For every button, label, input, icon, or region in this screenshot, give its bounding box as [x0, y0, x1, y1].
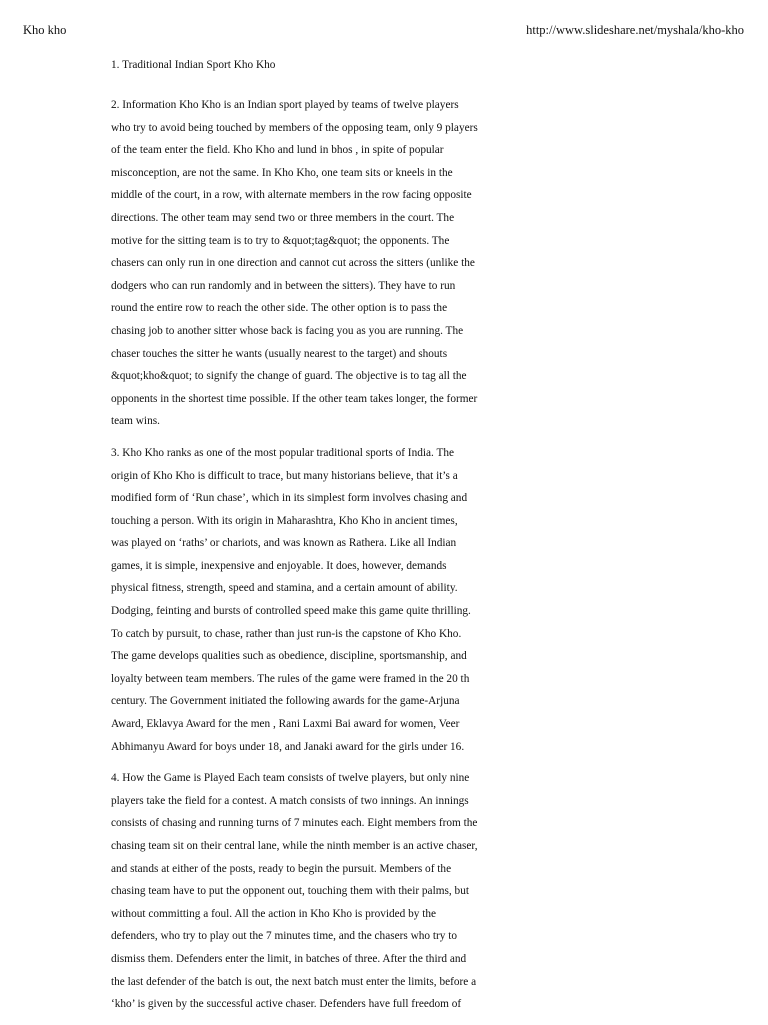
paragraph-heading: 1. Traditional Indian Sport Kho Kho: [111, 59, 276, 71]
page-header: [23, 22, 744, 40]
paragraph-how-played: 4. How the Game is Played Each team consists of twelve players, but only nine players take the field for a contest. A match consists of two innings. An innings consists of chasing and running turns of 7 minutes each. Eight members from the chasing team sit on their central lane, while the ninth member is an active chaser, and stands at either of the posts, ready to begin the pursuit. Members of the chasing team have to put the opponent out, touching them with their palms, but without committing a foul. All the action in Kho Kho is provided by the defenders, who try to play out the 7 minutes time, and the chasers who try to dismiss them. Defenders enter the limit, in batches of three. After the third and the last defender of the batch is out, the next batch must enter the limits, before a ‘kho’ is given by the successful active chaser. Defenders have full freedom of: [111, 772, 478, 1011]
paragraph-history: 3. Kho Kho ranks as one of the most popular traditional sports of India. The origin of Kho Kho is difficult to trace, but many historians believe, that it’s a modified form of ‘Run chase’, which in its simplest form involves chasing and touching a person. With its origin in Maharashtra, Kho Kho in ancient times, was played on ‘raths’ or chariots, and was known as Rathera. Like all Indian games, it is simple, inexpensive and enjoyable. It does, however, demands physical fitness, strength, speed and stamina, and a certain amount of ability. Dodging, feinting and bursts of controlled speed make this game quite thrilling. To catch by pursuit, to chase, rather than just run-is the capstone of Kho Kho. The game develops qualities such as obedience, discipline, sportsmanship, and loyalty between team members. The rules of the game were framed in the 20 th century. The Government initiated the following awards for the game-Arjuna Award, Eklavya Award for the men , Rani Laxmi Bai award for women, Veer Abhimanyu Award for boys under 18, and Janaki award for the girls under 16.: [111, 446, 471, 753]
source-url: http://www.slideshare.net/myshala/kho-kho: [526, 23, 744, 37]
document-body: [111, 59, 478, 1025]
document-title: Kho kho: [23, 23, 67, 37]
paragraph-information: 2. Information Kho Kho is an Indian sport played by teams of twelve players who try to avoid being touched by members of the opposing team, only 9 players of the team enter the field. Kho Kho and lund in bhos , in spite of popular misconception, are not the same. In Kho Kho, one team sits or kneels in the middle of the court, in a row, with alternate members in the row facing opposite directions. The other team may send two or three members in the court. The motive for the sitting team is to try to &quot;tag&quot; the opponents. The chasers can only run in one direction and cannot cut across the sitters (unlike the dodgers who can run randomly and in between the sitters). They have to run round the entire row to reach the other side. The other option is to pass the chasing job to another sitter whose back is facing you as you are running. The chaser touches the sitter he wants (usually nearest to the target) and shouts &quot;kho&quot; to signify the change of guard. The objective is to tag all the opponents in the shortest time possible. If the other team takes longer, the former team wins.: [111, 99, 478, 428]
